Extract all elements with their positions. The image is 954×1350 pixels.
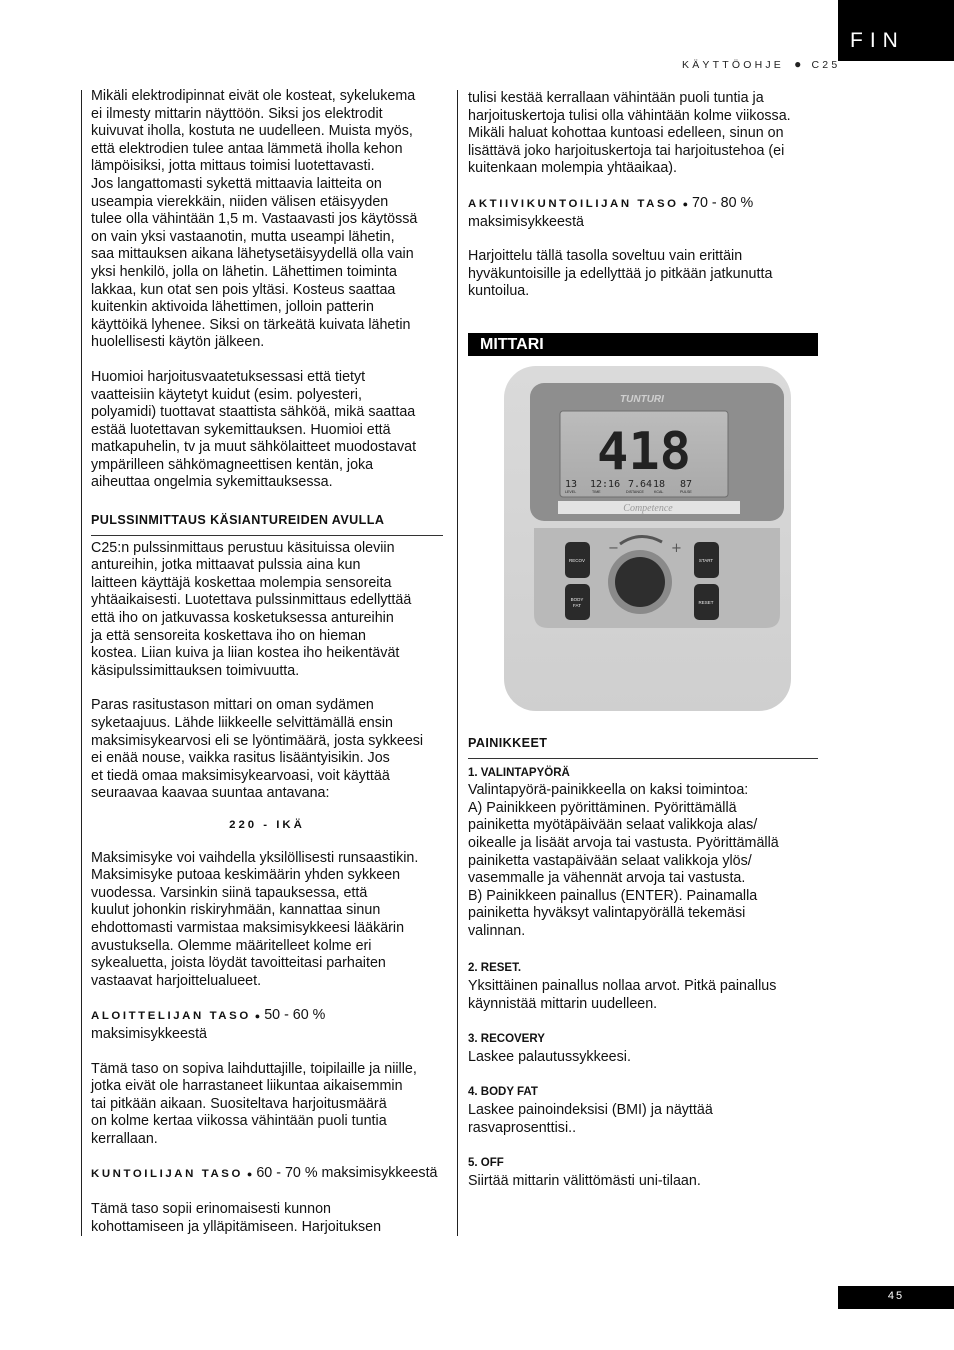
- selection-dial[interactable]: [615, 557, 665, 607]
- active-level-value: 70 - 80 %: [692, 194, 754, 211]
- console-image: [468, 366, 818, 721]
- section-heading-pulse: PULSSINMITTAUS KÄSIANTUREIDEN AVULLA: [91, 512, 443, 536]
- button-2-heading: 2. RESET.: [468, 962, 522, 975]
- paragraph-active: Harjoittelu tällä tasolla soveltuu vain erittäin hyväkuntoisille ja edellyttää jo pitkään jatkunutta kuntoilua.: [468, 248, 773, 300]
- paragraph-clothing: Huomioi harjoitusvaatetuksessasi että tietyt vaatteisiin käytetyt kuidut (esim. polyesteri, polyamidi) tuottavat staattista sähköä, mikä saattaa estää luotettavan sykemittauksen. Huomioi että matkapuhelin, tv ja muut sähkölaitteet muodostavat ympärilleen sähkömagneettisen kentän, joka aiheuttaa ongelmia sykemittauksessa.: [91, 368, 417, 491]
- paragraph-hand-pulse: C25:n pulssinmittaus perustuu käsituissa oleviin antureihin, jotka mittaavat pulssia aina kun laitteen käyttäjä koskettaa molempia sensoreita yhtäaikaisesti. Luotettava pulssinmittaus edellyttää että iho on jatkuvassa kosketuksessa antureihin ja että sensoreita koskettava iho on hieman kostea. Liian kuiva ja liian kostea iho heikentävät käsipulssimittauksen toimivuutta.: [91, 539, 412, 679]
- bullet-separator: ●: [682, 198, 689, 209]
- lcd-distance-value: 7.64: [628, 478, 653, 490]
- body-fat-label-line1: BODY: [570, 596, 584, 602]
- plus-sign: +: [671, 540, 682, 556]
- section-heading-buttons: PAINIKKEET: [468, 735, 818, 759]
- active-level-line: [468, 195, 818, 214]
- brand-logo: TUNTURI: [620, 393, 664, 405]
- lcd-kcal-value: 18: [653, 478, 666, 490]
- lcd-time-label: TIME: [592, 489, 601, 494]
- button-5-text: Siirtää mittarin välittömästi uni-tilaan.: [468, 1172, 701, 1189]
- active-level-unit: maksimisykkeestä: [468, 213, 584, 230]
- paragraph-fitness-continued: tulisi kestää kerrallaan vähintään puoli tuntia ja harjoituskertoja tulisi olla vähintään kolme viikossa. Mikäli haluat kohottaa kuntoasi edelleen, sinun on lisättävä joko harjoituskertoja tai harjoitustehoa (ei kuitenkaan molempia yhtäaikaa).: [468, 90, 791, 177]
- right-column: [468, 90, 818, 1190]
- lcd-kcal-label: KCAL: [654, 489, 664, 494]
- lcd-time-value: 12:16: [590, 478, 621, 490]
- beginner-level-label: ALOITTELIJAN TASO: [91, 1010, 251, 1023]
- left-column: [91, 88, 443, 1236]
- beginner-level-line: [91, 1007, 443, 1026]
- button-1-text: Valintapyörä-painikkeella on kaksi toimintoa: A) Painikkeen pyörittäminen. Pyörittämällä painiketta myötäpäivään selaat valikkoja alas/ oikealle ja lisäät arvoja tai vastusta. Pyörittämällä painiketta vastapäivään selaat valikkoja ylös/ vasemmalle ja vähennät arvoja tai vastusta. B) Painikkeen painallus (ENTER). Painamalla painiketta hyväksyt valintapyörällä tekemäsi valinnan.: [468, 782, 779, 939]
- lcd-pulse-value: 87: [680, 478, 693, 490]
- body-fat-button[interactable]: [565, 584, 590, 620]
- beginner-level-value: 50 - 60 %: [264, 1007, 326, 1024]
- body-fat-label-line2: FAT: [573, 602, 581, 608]
- button-3-heading: 3. RECOVERY: [468, 1033, 545, 1046]
- manual-title: KÄYTTÖOHJE: [682, 59, 785, 71]
- bullet-separator: ●: [254, 1011, 261, 1022]
- paragraph-beginner: Tämä taso on sopiva laihduttajille, toipilaille ja niille, jotka eivät ole harrastaneet liikuntaa aikaisemmin tai pitkään aikaan. Suositeltava harjoitusmäärä on kolme kertaa viikossa vähintään puoli tuntia kerrallaan.: [91, 1060, 417, 1147]
- language-tab: FIN: [838, 0, 954, 61]
- paragraph-zones: Maksimisyke voi vaihdella yksilöllisesti runsaastikin. Maksimisyke putoaa keskimäärin yhden sykkeen vuodessa. Varsinkin siinä tapauksessa, että kuulut johonkin riskiryhmään, kannattaa sinun ehdottomasti varmistaa maksimisykkeesi lääkärin avustuksella. Olemme määritelleet kolme eri sykealuetta, joista löydät tavoitteitasi parhaiten vastaavat harjoittelualueet.: [91, 849, 419, 989]
- bullet-separator: ●: [794, 57, 802, 71]
- reset-button-label: RESET: [698, 599, 714, 605]
- button-4-text: Laskee painoindeksisi (BMI) ja näyttää rasvaprosenttisi..: [468, 1102, 713, 1136]
- paragraph-fitness: Tämä taso sopii erinomaisesti kunnon kohottamiseen ja ylläpitämiseen. Harjoituksen: [91, 1201, 382, 1235]
- left-column-rule: [81, 90, 82, 1236]
- button-5-heading: 5. OFF: [468, 1157, 504, 1170]
- button-4-heading: 4. BODY FAT: [468, 1086, 538, 1099]
- page-number: 45: [838, 1286, 954, 1309]
- section-bar-mittari: MITTARI: [468, 333, 818, 356]
- console-model-name: Competence: [623, 502, 673, 514]
- paragraph-max-heart-rate: Paras rasitustason mittari on oman sydämen syketaajuus. Lähde liikkeelle selvittämällä ensin maksimisykearvosi eli se lyöntimäärä, josta sykkeesi ei enää nouse, vaikka rasitus lisääntyisikin. Jos et tiedä omaa maksimisykearvoasi, voit käyttää seuraavaa kaavaa suuntaa antavana:: [91, 697, 424, 802]
- lcd-pulse-label: PULSE: [680, 489, 692, 494]
- formula-max-heart-rate: 220 - IKÄ: [229, 818, 305, 831]
- recov-button-label: RECOV: [568, 557, 586, 563]
- model-name: C25: [811, 59, 841, 71]
- fitness-level-line: [91, 1165, 443, 1184]
- fitness-level-value: 60 - 70 % maksimisykkeestä: [256, 1165, 438, 1182]
- button-3-text: Laskee palautussykkeesi.: [468, 1048, 631, 1065]
- fitness-level-label: KUNTOILIJAN TASO: [91, 1168, 243, 1181]
- center-column-rule: [457, 90, 458, 1236]
- active-level-label: AKTIIVIKUNTOILIJAN TASO: [468, 197, 679, 210]
- minus-sign: −: [608, 540, 619, 556]
- beginner-level-unit: maksimisykkeestä: [91, 1025, 207, 1042]
- button-1-heading: 1. VALINTAPYÖRÄ: [468, 766, 570, 779]
- button-2-text: Yksittäinen painallus nollaa arvot. Pitkä painallus käynnistää mittarin uudelleen.: [468, 978, 777, 1012]
- lcd-level-value: 13: [565, 478, 578, 490]
- bullet-separator: ●: [246, 1169, 253, 1180]
- lcd-main-reading: 418: [597, 421, 691, 482]
- start-button-label: START: [698, 557, 714, 563]
- running-header: [682, 57, 840, 71]
- lcd-distance-label: DISTANCE: [626, 489, 644, 494]
- paragraph-electrodes: Mikäli elektrodipinnat eivät ole kosteat, sykelukema ei ilmesty mittarin näyttöön. Siksi jos elektrodit kuivuvat iholla, kostuta ne uudelleen. Muista myös, että elektrodien tulee antaa lämmetä iholla kehon lämpöisiksi, jotta mittaus toimisi luotettavasti. Jos langattomasti sykettä mittaavia laitteita on useampia vierekkäin, niiden välisen etäisyyden tulee olla vähintään 1,5 m. Vastaavasti jos käytössä on vain yksi vastaanotin, mutta useampi lähetin, saa mittauksen aikana lähetysetäisyydellä olla vain yksi henkilö, jolla on lähetin. Lähettimen toiminta lakkaa, kun otat sen pois yltäsi. Kosteus saattaa kuitenkin aktivoida lähettimen, jolloin patterin käyttöikä lyhenee. Siksi on tärkeätä kuivata lähetin huolellisesti käytön jälkeen.: [91, 88, 418, 351]
- lcd-level-label: LEVEL: [565, 489, 577, 494]
